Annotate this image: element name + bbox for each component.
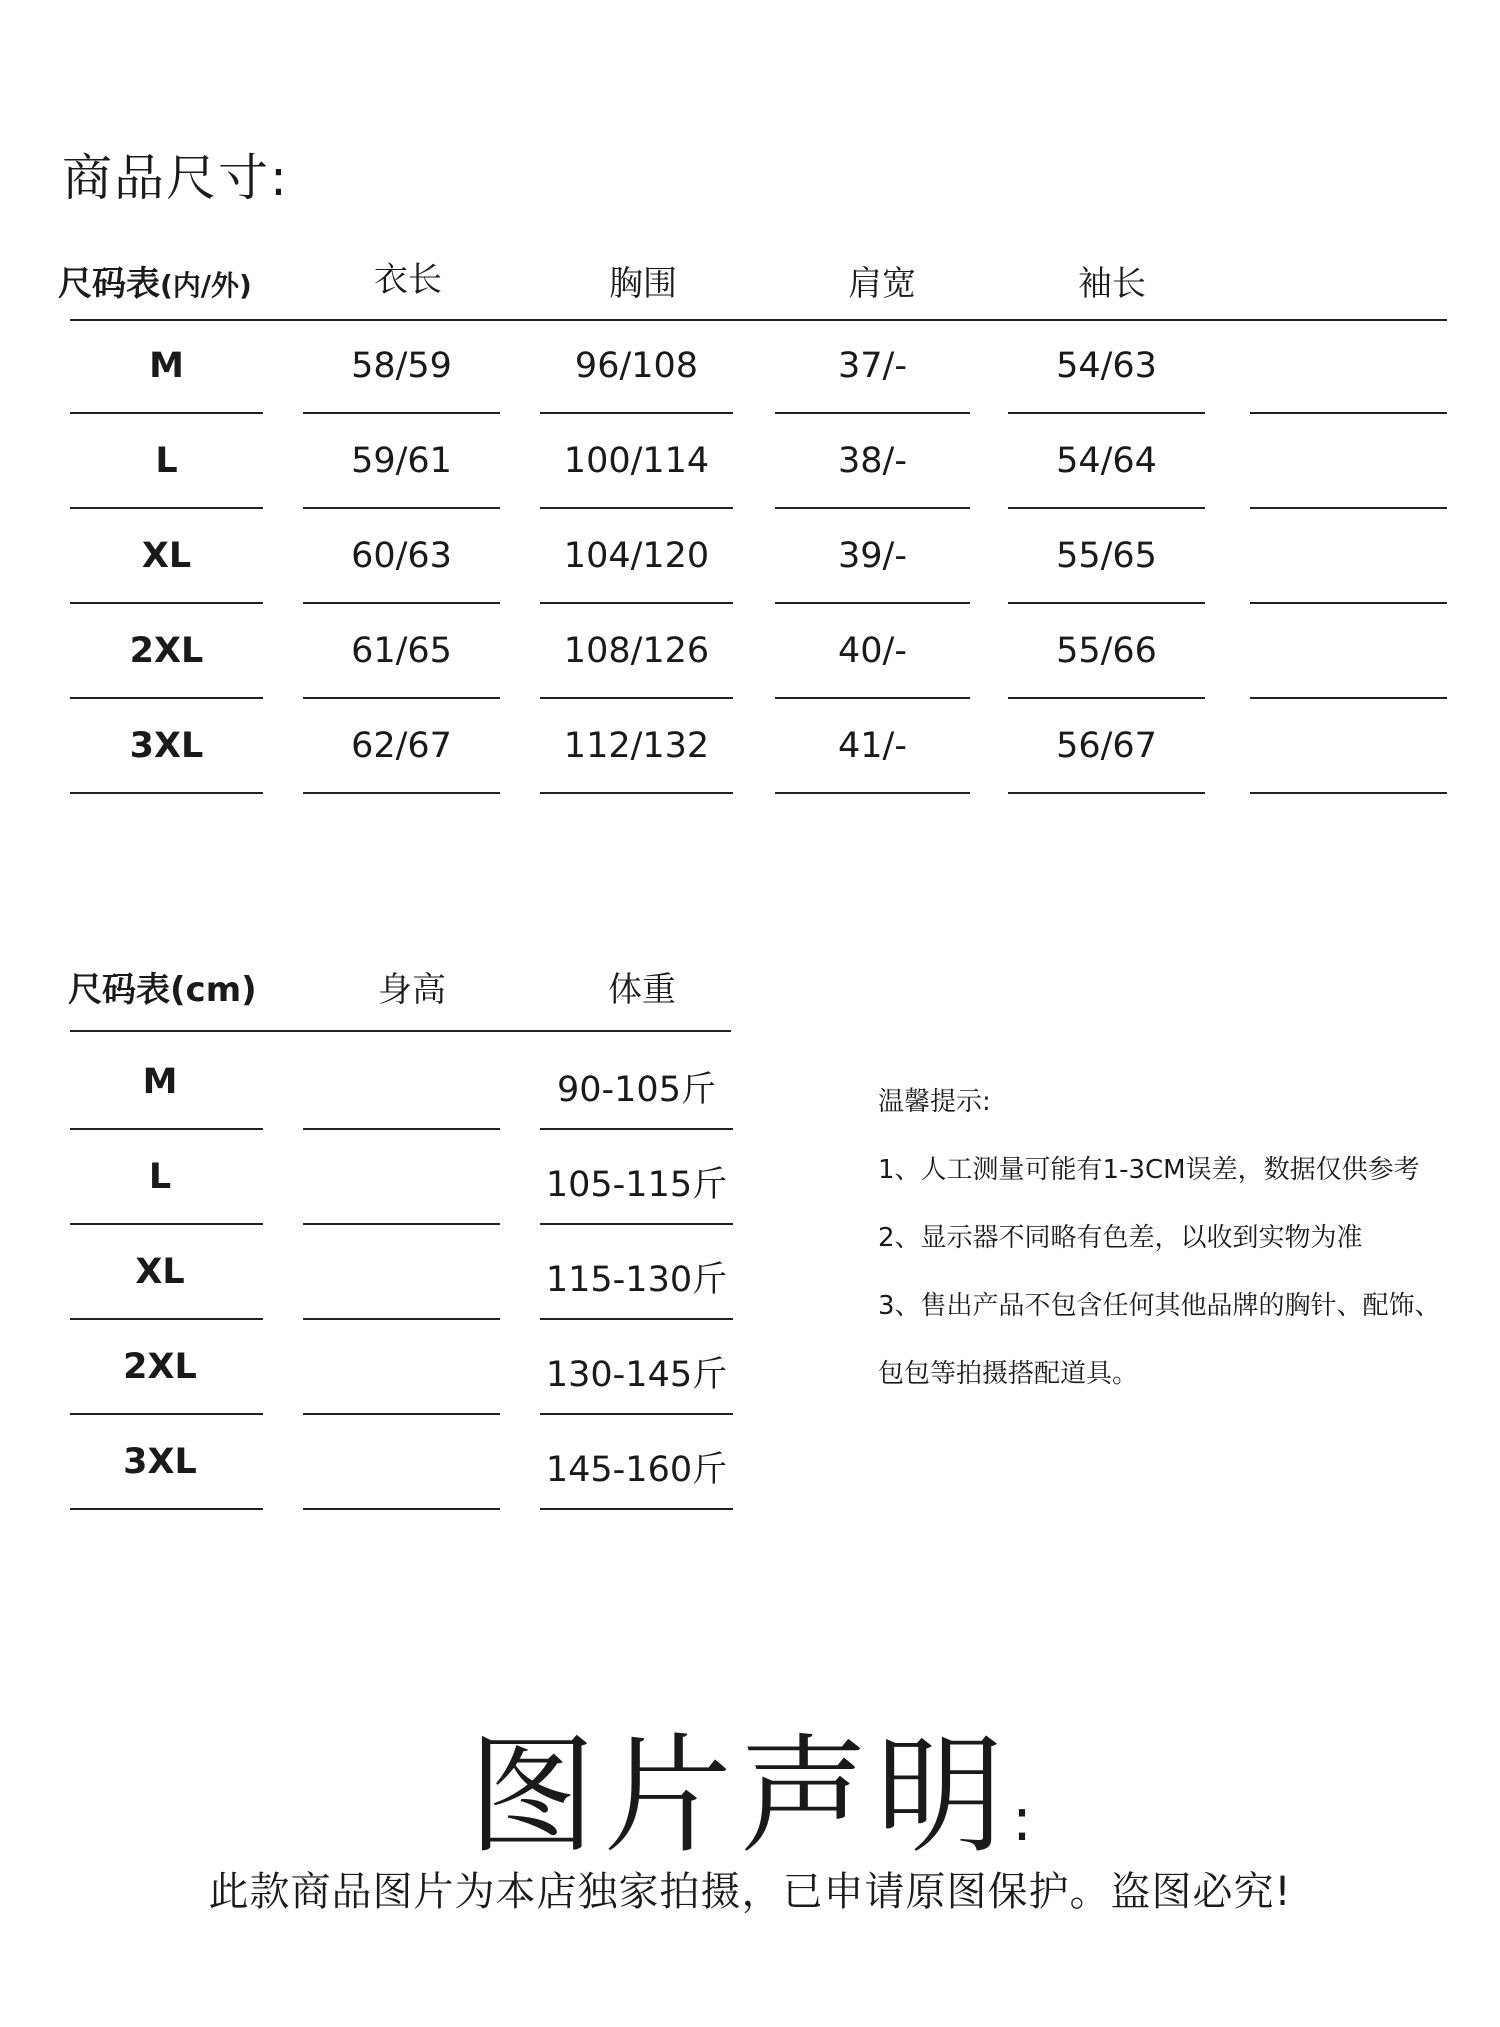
table1-header-rule: [70, 319, 1447, 321]
declaration-text: 此款商品图片为本店独家拍摄，已申请原图保护。盗图必究!: [208, 1869, 1292, 1915]
table1-row-rule-r1-s6: [1250, 412, 1447, 414]
table1-row-rule-r4-s2: [303, 697, 500, 699]
table1-cell-r2-c3: 100/114: [563, 441, 710, 481]
table1-header-size-label: 尺码表: [58, 264, 160, 304]
table1-row-rule-r3-s5: [1008, 602, 1205, 604]
table1-cell-r2-c4: 38/-: [838, 441, 907, 481]
table2-row-rule-r1-s2: [303, 1128, 500, 1130]
table1-row-rule-r3-s4: [775, 602, 970, 604]
table2-cell-r5-c3: 145-160斤: [545, 1450, 728, 1490]
table1-cell-r1-c1: M: [149, 346, 184, 386]
table1-cell-r5-c4: 41/-: [838, 726, 907, 766]
table1-row-rule-r1-s3: [540, 412, 733, 414]
table2-cell-r4-c3: 130-145斤: [545, 1355, 728, 1395]
table1-header-sleeve: 袖长: [1078, 264, 1146, 304]
table1-row-rule-r4-s6: [1250, 697, 1447, 699]
tip-1: 1、人工测量可能有1-3CM误差，数据仅供参考: [878, 1155, 1420, 1185]
table2-cell-r1-c1: M: [142, 1062, 178, 1102]
table2-cell-r2-c3: 105-115斤: [545, 1165, 728, 1205]
table2-header-rule: [70, 1030, 731, 1032]
table1-row-rule-r5-s4: [775, 792, 970, 794]
table1-cell-r3-c4: 39/-: [838, 536, 907, 576]
table1-row-rule-r3-s2: [303, 602, 500, 604]
table1-header-size-note: (内/外): [160, 269, 252, 302]
table2-row-rule-r4-s1: [70, 1413, 263, 1415]
table2-cell-r1-c3: 90-105斤: [557, 1070, 716, 1110]
table2-cell-r3-c3: 115-130斤: [545, 1260, 728, 1300]
table2-row-rule-r5-s1: [70, 1508, 263, 1510]
table1-header-size: [58, 256, 252, 305]
table1-row-rule-r2-s2: [303, 507, 500, 509]
table2-row-rule-r2-s1: [70, 1223, 263, 1225]
table2-row-rule-r2-s2: [303, 1223, 500, 1225]
table1-row-rule-r2-s3: [540, 507, 733, 509]
table1-cell-r1-c2: 58/59: [351, 346, 452, 386]
tip-3: 3、售出产品不包含任何其他品牌的胸针、配饰、: [878, 1291, 1441, 1321]
table1-header-chest: 胸围: [609, 264, 677, 304]
table1-header-shoulder: 肩宽: [848, 264, 916, 304]
table1-cell-r4-c5: 55/66: [1056, 631, 1157, 671]
table1-cell-r2-c2: 59/61: [351, 441, 452, 481]
table2-cell-r2-c1: L: [148, 1157, 172, 1197]
table1-row-rule-r2-s5: [1008, 507, 1205, 509]
declaration-title-text: 图片声明: [467, 1722, 1012, 1871]
table2-row-rule-r3-s3: [540, 1318, 733, 1320]
table2-row-rule-r4-s3: [540, 1413, 733, 1415]
table2-cell-r5-c1: 3XL: [123, 1442, 197, 1482]
table1-row-rule-r4-s5: [1008, 697, 1205, 699]
table2-row-rule-r1-s3: [540, 1128, 733, 1130]
tips-panel: [878, 1068, 1441, 1408]
table2-row-rule-r5-s2: [303, 1508, 500, 1510]
table1-cell-r3-c5: 55/65: [1056, 536, 1157, 576]
table1-row-rule-r1-s1: [70, 412, 263, 414]
table1-cell-r2-c1: L: [155, 441, 178, 481]
table1-cell-r4-c4: 40/-: [838, 631, 907, 671]
table1-cell-r3-c1: XL: [141, 536, 192, 576]
table1-cell-r5-c5: 56/67: [1056, 726, 1157, 766]
table1-row-rule-r4-s3: [540, 697, 733, 699]
tip-2: 2、显示器不同略有色差，以收到实物为准: [878, 1223, 1363, 1253]
table1-header-length: 衣长: [374, 260, 442, 300]
table2-header-height: 身高: [378, 970, 446, 1010]
table1-row-rule-r2-s1: [70, 507, 263, 509]
table1-row-rule-r1-s5: [1008, 412, 1205, 414]
table2-row-rule-r2-s3: [540, 1223, 733, 1225]
declaration-title: [0, 1693, 1500, 1877]
table1-row-rule-r2-s4: [775, 507, 970, 509]
table2-cell-r4-c1: 2XL: [123, 1347, 197, 1387]
table1-row-rule-r5-s6: [1250, 792, 1447, 794]
table1-cell-r1-c3: 96/108: [574, 346, 699, 386]
declaration-colon: :: [1011, 1785, 1033, 1855]
table2-row-rule-r5-s3: [540, 1508, 733, 1510]
table1-cell-r4-c1: 2XL: [129, 631, 204, 671]
table1-row-rule-r3-s6: [1250, 602, 1447, 604]
table2-header-weight: 体重: [608, 970, 676, 1010]
table1-cell-r4-c2: 61/65: [351, 631, 452, 671]
tips-title: 温馨提示:: [878, 1087, 991, 1117]
table2-cell-r3-c1: XL: [135, 1252, 185, 1292]
table2-row-rule-r1-s1: [70, 1128, 263, 1130]
table1-cell-r3-c3: 104/120: [563, 536, 710, 576]
table1-row-rule-r3-s3: [540, 602, 733, 604]
table1-row-rule-r1-s2: [303, 412, 500, 414]
table1-row-rule-r1-s4: [775, 412, 970, 414]
table1-cell-r1-c5: 54/63: [1056, 346, 1157, 386]
table1-row-rule-r4-s4: [775, 697, 970, 699]
table1-cell-r1-c4: 37/-: [838, 346, 907, 386]
table1-cell-r3-c2: 60/63: [351, 536, 452, 576]
table1-row-rule-r5-s3: [540, 792, 733, 794]
table1-cell-r4-c3: 108/126: [563, 631, 710, 671]
table1-row-rule-r5-s5: [1008, 792, 1205, 794]
table1-row-rule-r4-s1: [70, 697, 263, 699]
table2-header-size: 尺码表(cm): [68, 970, 257, 1010]
tip-3-cont: 包包等拍摄搭配道具。: [878, 1359, 1139, 1389]
table2-row-rule-r4-s2: [303, 1413, 500, 1415]
table2-row-rule-r3-s2: [303, 1318, 500, 1320]
table2-row-rule-r3-s1: [70, 1318, 263, 1320]
table1-row-rule-r2-s6: [1250, 507, 1447, 509]
table1-row-rule-r5-s1: [70, 792, 263, 794]
table1-row-rule-r3-s1: [70, 602, 263, 604]
table1-cell-r2-c5: 54/64: [1056, 441, 1157, 481]
table1-cell-r5-c3: 112/132: [563, 726, 710, 766]
table1-row-rule-r5-s2: [303, 792, 500, 794]
table1-cell-r5-c2: 62/67: [351, 726, 452, 766]
page-title: 商品尺寸:: [62, 149, 289, 207]
table1-cell-r5-c1: 3XL: [129, 726, 204, 766]
